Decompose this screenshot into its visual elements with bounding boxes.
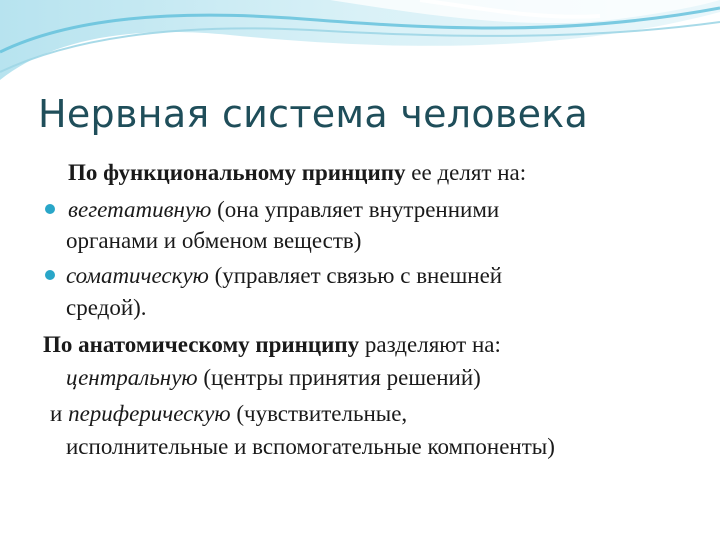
slide-title: Нервная система человека (38, 92, 589, 136)
central-line (66, 363, 481, 393)
peripheral-description: (чувствительные, (230, 401, 408, 426)
bullet-icon (45, 204, 55, 214)
somatic-description: (управляет связью с внешней (208, 263, 503, 288)
central-term: центральную (66, 365, 198, 390)
anatomical-principle-line (43, 330, 501, 360)
functional-principle-line (68, 158, 526, 188)
vegetative-term: вегетативную (68, 197, 212, 222)
bullet-icon (45, 270, 55, 280)
peripheral-term: периферическую (68, 401, 231, 426)
somatic-term: соматическую (66, 263, 209, 288)
vegetative-continuation: органами и обменом веществ) (66, 228, 362, 253)
somatic-line (66, 261, 502, 291)
vegetative-line (68, 195, 499, 225)
peripheral-continuation: исполнительные и вспомогательные компоненты) (66, 434, 555, 459)
peripheral-line (50, 399, 407, 429)
somatic-continuation: средой). (66, 295, 147, 320)
header-wave-decoration (0, 0, 720, 90)
peripheral-prefix: и (50, 401, 69, 426)
vegetative-description: (она управляет внутренними (211, 197, 500, 222)
functional-principle-rest: ее делят на: (405, 160, 527, 185)
anatomical-principle-rest: разделяют на: (359, 332, 501, 357)
central-description: (центры принятия решений) (197, 365, 481, 390)
anatomical-principle-lead: По анатомическому принципу (43, 332, 360, 357)
functional-principle-lead: По функциональному принципу (68, 160, 406, 185)
